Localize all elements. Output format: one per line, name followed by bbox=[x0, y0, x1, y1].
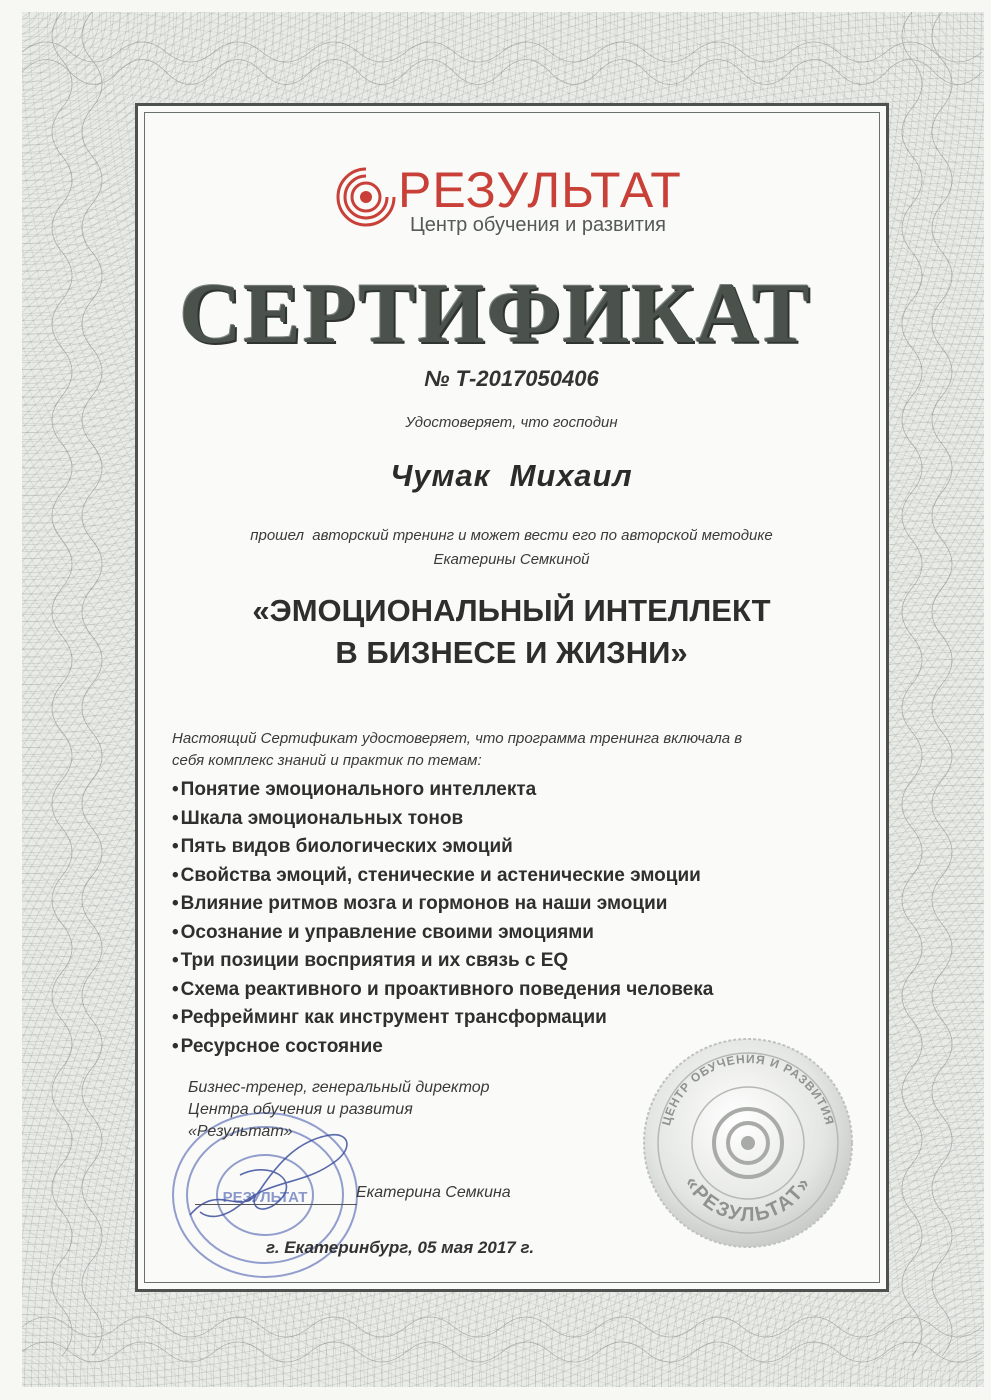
place-and-date: г. Екатеринбург, 05 мая 2017 г. bbox=[266, 1238, 535, 1257]
topics-list bbox=[172, 776, 713, 1061]
signer-title bbox=[188, 1077, 490, 1143]
topic-item: • Шкала эмоциональных тонов bbox=[172, 805, 713, 834]
signer-line-3: «Результат» bbox=[188, 1123, 293, 1140]
embossed-seal bbox=[638, 1033, 858, 1253]
signer-line-2: Центра обучения и развития bbox=[188, 1101, 413, 1118]
recipient-name: Чумак Михаил bbox=[390, 458, 633, 493]
logo-name: РЕЗУЛЬТАТ bbox=[398, 162, 682, 218]
logo-subtitle: Центр обучения и развития bbox=[410, 214, 666, 236]
intro-line-1: Настоящий Сертификат удостоверяет, что программа тренинга включала в bbox=[172, 730, 743, 747]
topic-item: • Пять видов биологических эмоций bbox=[172, 833, 713, 862]
completion-statement bbox=[0, 524, 991, 572]
topic-item: • Схема реактивного и проактивного поведения человека bbox=[172, 976, 713, 1005]
signature-line bbox=[195, 1204, 357, 1205]
certifies-text: Удостоверяет, что господин bbox=[405, 414, 618, 431]
certificate-title: СЕРТИФИКАТ bbox=[179, 265, 812, 361]
completion-line-1: прошел авторский тренинг и может вести его по авторской методике bbox=[250, 527, 773, 544]
program-intro bbox=[172, 728, 892, 772]
training-title-line-1: «ЭМОЦИОНАЛЬНЫЙ ИНТЕЛЛЕКТ bbox=[252, 593, 771, 628]
training-title bbox=[0, 590, 991, 674]
topic-item: • Осознание и управление своими эмоциями bbox=[172, 919, 713, 948]
target-logo-icon bbox=[336, 167, 396, 227]
stamp-center-text: РЕЗУЛЬТАТ bbox=[222, 1189, 308, 1206]
topic-item: • Три позиции восприятия и их связь с EQ bbox=[172, 947, 713, 976]
intro-line-2: себя комплекс знаний и практик по темам: bbox=[172, 752, 482, 769]
signer-line-1: Бизнес-тренер, генеральный директор bbox=[188, 1079, 490, 1096]
certificate-number: № Т-2017050406 bbox=[424, 366, 599, 391]
topic-item: • Понятие эмоционального интеллекта bbox=[172, 776, 713, 805]
topic-item: • Рефрейминг как инструмент трансформации bbox=[172, 1004, 713, 1033]
signer-name: Екатерина Семкина bbox=[356, 1184, 511, 1201]
topic-item: • Свойства эмоций, стенические и астенические эмоции bbox=[172, 862, 713, 891]
topic-item: • Ресурсное состояние bbox=[172, 1033, 713, 1062]
seal-ring-text: ЦЕНТР ОБУЧЕНИЯ И РАЗВИТИЯ bbox=[659, 1051, 837, 1128]
completion-line-2: Екатерины Семкиной bbox=[433, 551, 590, 568]
company-logo bbox=[336, 163, 706, 243]
training-title-line-2: В БИЗНЕСЕ И ЖИЗНИ» bbox=[335, 635, 688, 670]
seal-center-text: «РЕЗУЛЬТАТ» bbox=[680, 1172, 816, 1227]
topic-item: • Влияние ритмов мозга и гормонов на наши эмоции bbox=[172, 890, 713, 919]
